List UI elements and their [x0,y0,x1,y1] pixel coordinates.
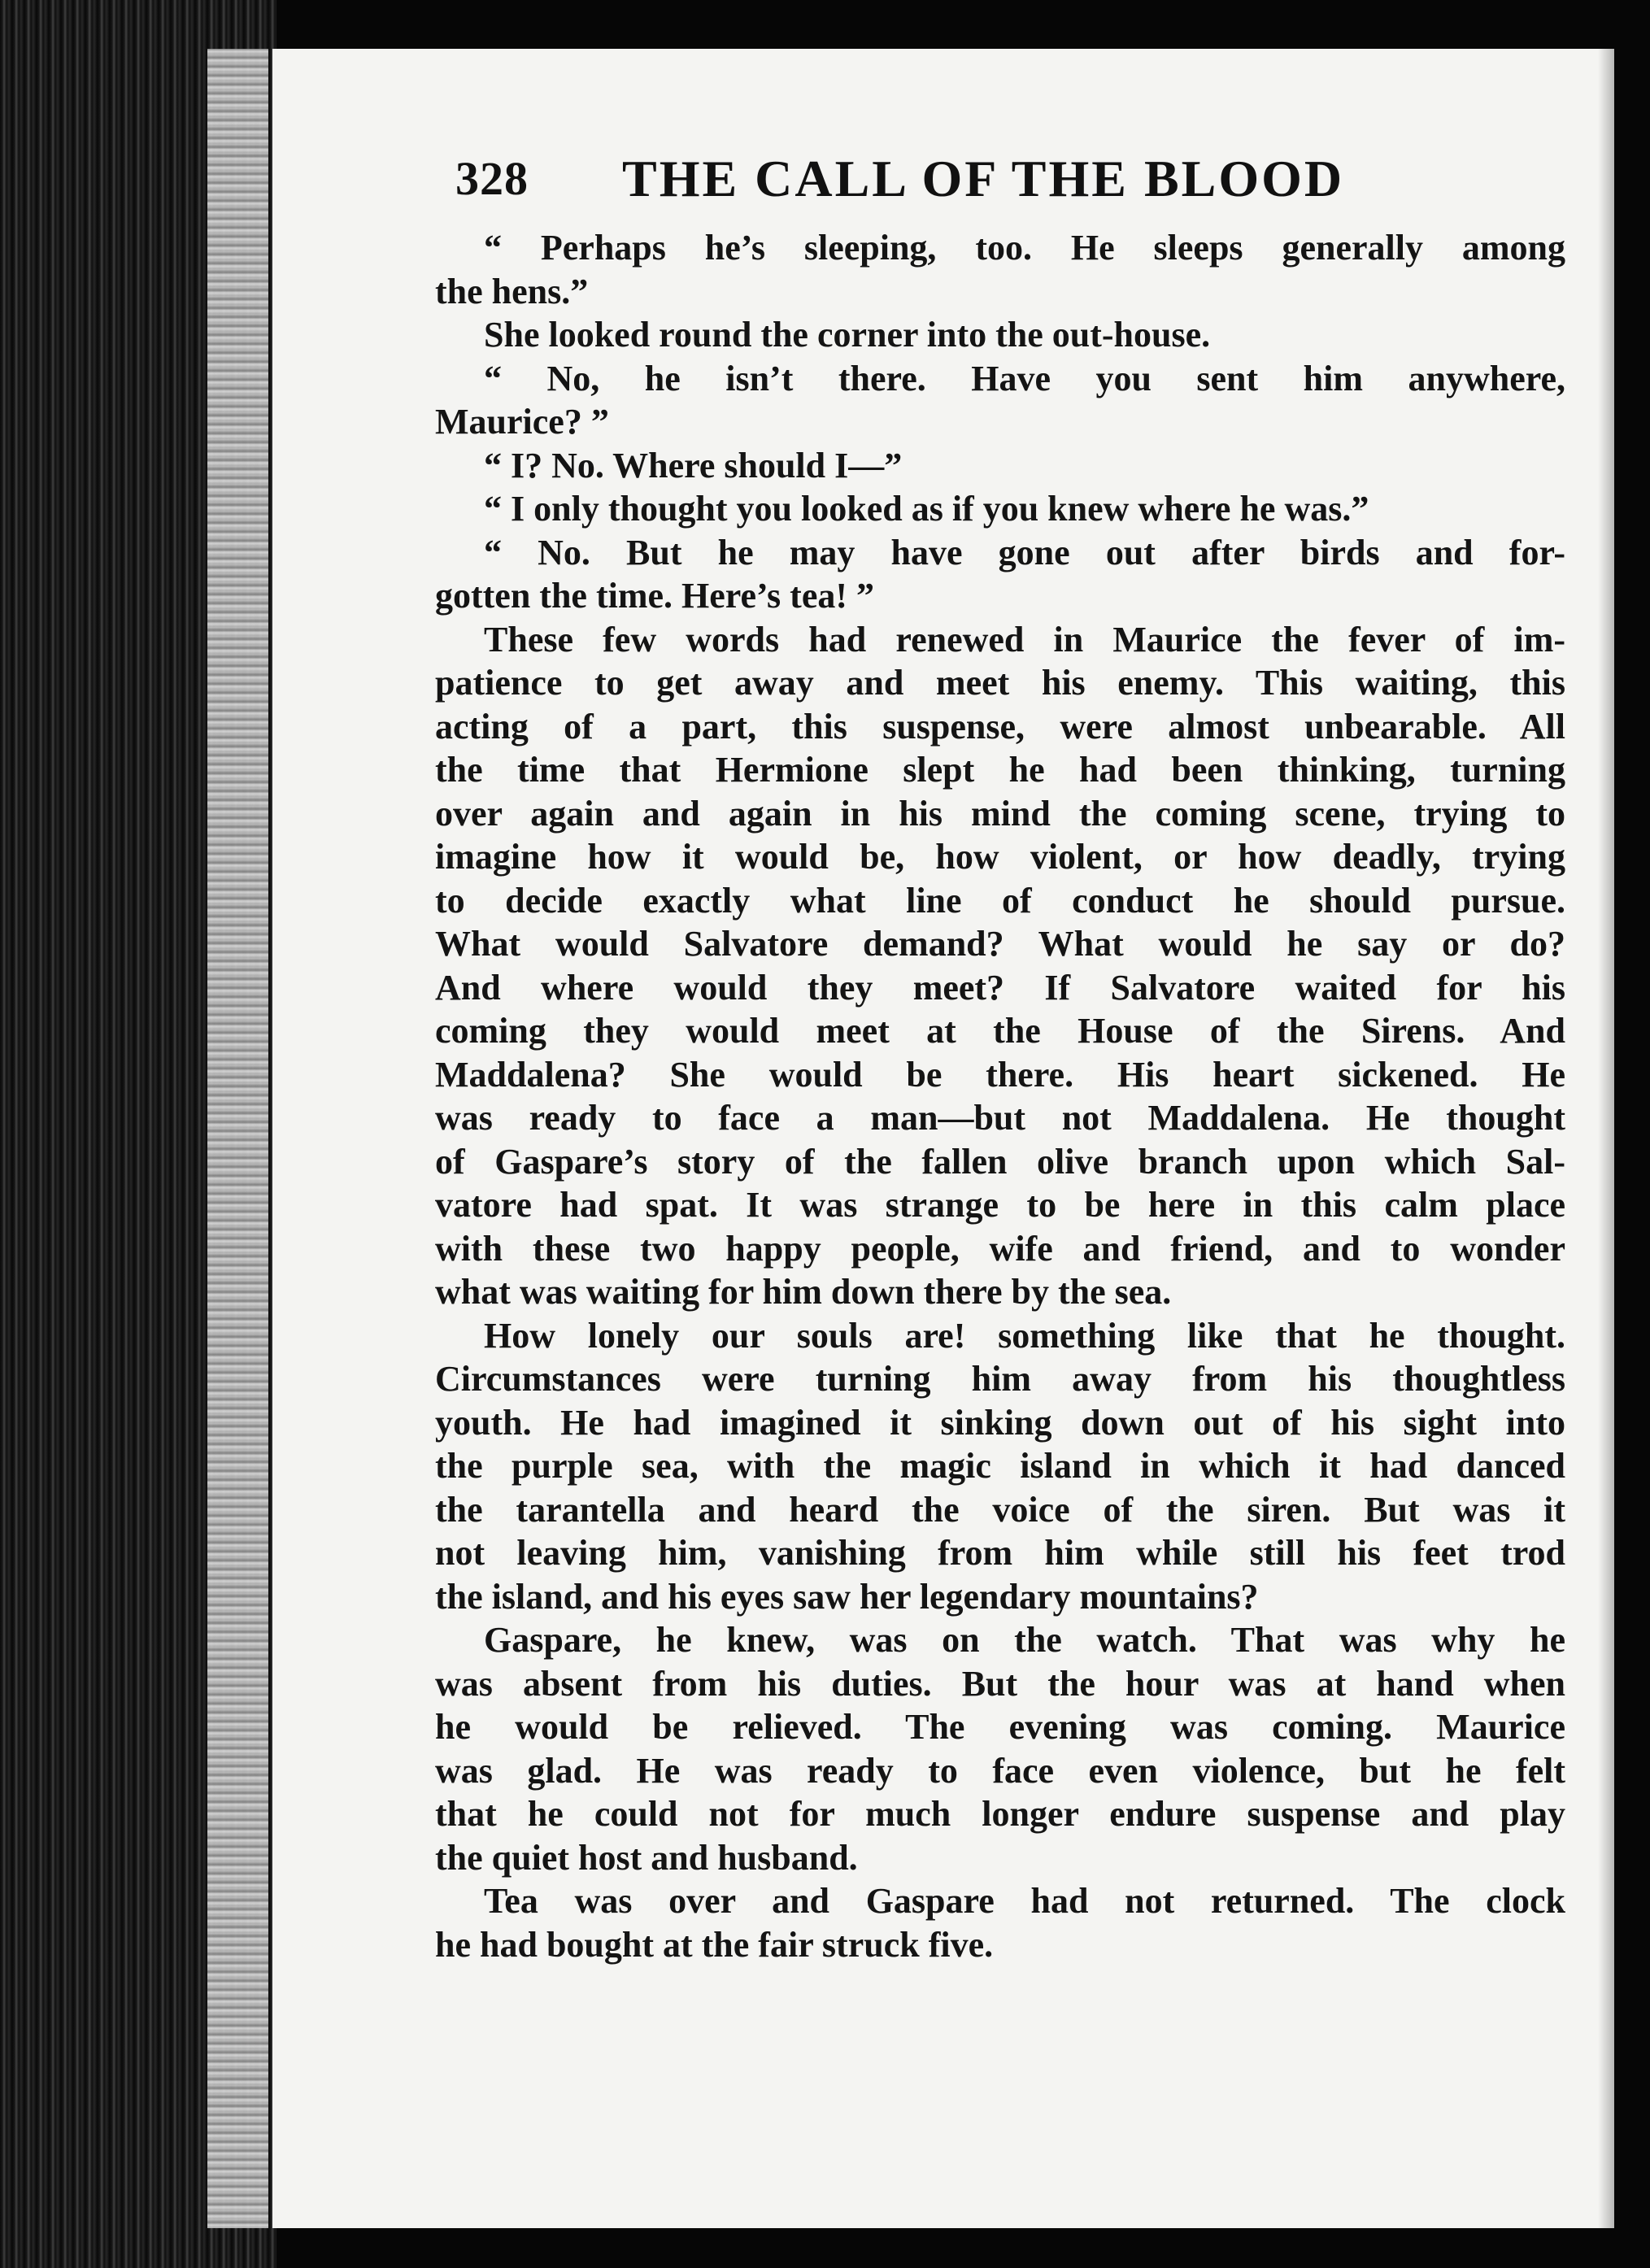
text-line: he would be relieved. The evening was coming. Maurice [435,1707,1565,1747]
text-line: the purple sea, with the magic island in which it had danced [435,1446,1565,1486]
text-line: the tarantella and heard the voice of the siren. But was it [435,1489,1565,1530]
text-line: Maurice? ” [435,402,609,442]
text-line: was absent from his duties. But the hour was at hand when [435,1663,1565,1704]
page-number: 328 [455,152,529,205]
text-line: She looked round the corner into the out-house. [484,315,1211,355]
text-line: “ No. But he may have gone out after birds and for- [484,532,1565,572]
text-line: How lonely our souls are! something like that he thought. [484,1315,1565,1356]
text-line: And where would they meet? If Salvatore waited for his [435,967,1565,1008]
text-line: he had bought at the fair struck five. [435,1924,994,1965]
text-line: the hens.” [435,271,589,311]
text-line: the quiet host and husband. [435,1837,858,1878]
text-line: what was waiting for him down there by the sea. [435,1272,1172,1312]
text-line: gotten the time. Here’s tea! ” [435,576,875,616]
text-line: “ I? No. Where should I—” [484,445,903,485]
text-line: What would Salvatore demand? What would he say or do? [435,924,1565,964]
text-line: the time that Hermione slept he had been thinking, turning [435,750,1565,790]
book-title: THE CALL OF THE BLOOD [622,150,1345,207]
text-line: patience to get away and meet his enemy. This waiting, this [435,663,1565,703]
text-line: of Gaspare’s story of the fallen olive branch upon which Sal- [435,1141,1565,1182]
text-line: not leaving him, vanishing from him while still his feet trod [435,1533,1565,1573]
page-edge-shadow [1598,49,1614,2228]
text-line: These few words had renewed in Maurice the fever of im- [484,619,1565,660]
text-line: that he could not for much longer endure suspense and play [435,1794,1565,1834]
text-line: to decide exactly what line of conduct he should pursue. [435,880,1565,921]
text-line: was glad. He was ready to face even violence, but he felt [435,1750,1565,1791]
text-line: “ Perhaps he’s sleeping, too. He sleeps generally among [484,228,1565,268]
text-line: Tea was over and Gaspare had not returned. The clock [484,1881,1565,1921]
text-line: Gaspare, he knew, was on the watch. That was why he [484,1620,1565,1660]
text-line: coming they would meet at the House of the Sirens. And [435,1011,1565,1051]
text-line: acting of a part, this suspense, were almost unbearable. All [435,706,1565,747]
text-line: “ I only thought you looked as if you knew where he was.” [484,489,1369,529]
book-gutter [207,49,268,2228]
body-text [435,226,1565,1966]
book-page [272,49,1614,2228]
text-line: over again and again in his mind the coming scene, trying to [435,793,1565,834]
text-line: Maddalena? She would be there. His heart sickened. He [435,1054,1565,1095]
text-line: youth. He had imagined it sinking down out of his sight into [435,1402,1565,1443]
running-head [455,134,1614,224]
text-line: with these two happy people, wife and friend, and to wonder [435,1228,1565,1269]
text-line: “ No, he isn’t there. Have you sent him anywhere, [484,358,1565,398]
text-line: vatore had spat. It was strange to be here in this calm place [435,1185,1565,1225]
text-line: the island, and his eyes saw her legendary mountains? [435,1576,1259,1617]
text-line: was ready to face a man—but not Maddalena. He thought [435,1098,1565,1138]
text-line: imagine how it would be, how violent, or how deadly, trying [435,837,1565,877]
text-line: Circumstances were turning him away from his thoughtless [435,1359,1565,1399]
